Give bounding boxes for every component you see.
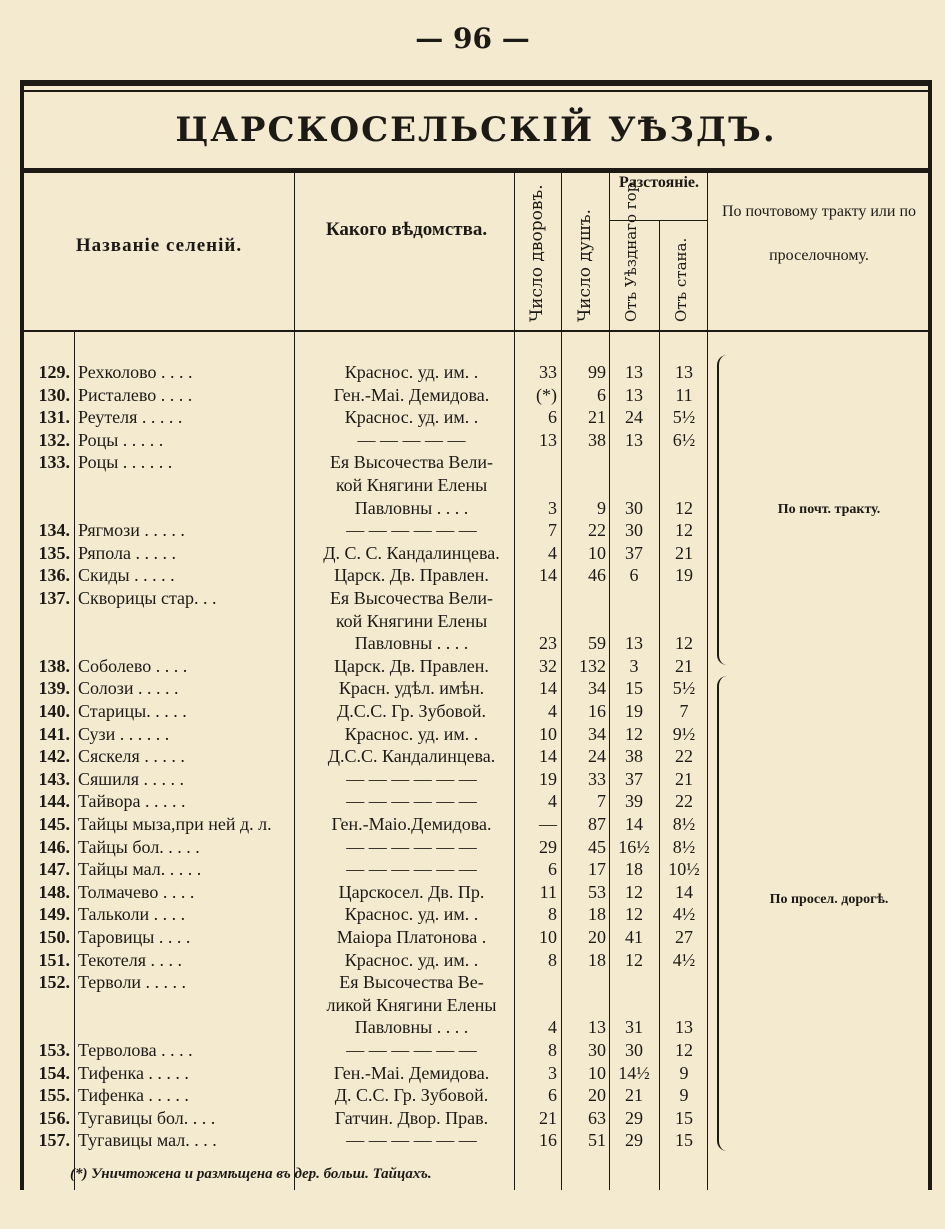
cell-dv: 8 <box>548 1040 557 1060</box>
cell-dv: 19 <box>539 768 557 789</box>
cell-dv: 4 <box>548 542 557 563</box>
cell-d2: 21 <box>675 655 693 676</box>
table-row <box>24 724 724 746</box>
cell-dept: Ея Высочества Вели- <box>329 452 494 473</box>
cell-d2: 5½ <box>672 407 696 428</box>
header-from-stan: Отъ стана. <box>672 237 690 322</box>
table-row <box>24 769 724 791</box>
brace-post <box>717 355 727 665</box>
table-frame <box>20 80 932 1190</box>
cell-dept: Д. С.С. Гр. Зубовой. <box>334 1085 489 1106</box>
cell-du: 21 <box>588 407 606 428</box>
table-row <box>24 633 724 655</box>
cell-dept: Краснос. уд. им. . <box>344 362 479 382</box>
cell-du: 20 <box>588 927 606 947</box>
cell-dept: Ген.-Маіо.Демидова. <box>331 814 492 834</box>
cell-name: Тугавицы мал. . . . <box>78 1130 217 1151</box>
cell-d2: 9 <box>679 1085 689 1106</box>
cell-d2: 12 <box>675 633 693 654</box>
cell-d2: 5½ <box>672 678 696 699</box>
cell-name: Ряпола . . . . . <box>78 542 176 563</box>
cell-num: 139. <box>38 678 70 699</box>
cell-dept: Краснос. уд. им. . <box>344 407 479 428</box>
cell-d1: 24 <box>625 407 643 428</box>
table-row <box>24 611 724 633</box>
cell-du: 17 <box>588 859 606 880</box>
cell-dv: 7 <box>548 520 557 541</box>
cell-d2: 7 <box>679 701 689 721</box>
cell-dept: ликой Княгини Елены <box>326 994 497 1015</box>
cell-d2: 19 <box>675 565 693 586</box>
cell-num: 150. <box>38 927 70 947</box>
cell-name: Таровицы . . . . <box>78 927 191 947</box>
cell-d1: 31 <box>625 1017 643 1038</box>
table-row <box>24 859 724 881</box>
table-row <box>24 1085 724 1107</box>
cell-d1: 12 <box>625 723 643 744</box>
cell-dv: 11 <box>539 881 557 902</box>
cell-name: Сузи . . . . . . <box>78 723 170 744</box>
cell-du: 34 <box>588 723 606 744</box>
cell-num: 143. <box>38 768 70 789</box>
cell-d2: 6½ <box>672 429 696 450</box>
cell-num: 156. <box>38 1107 70 1128</box>
route-country-label: По просел. дорогѣ. <box>769 892 889 907</box>
cell-name: Тугавицы бол. . . . <box>78 1107 216 1128</box>
cell-d1: 12 <box>625 904 643 925</box>
cell-d1: 3 <box>629 655 639 676</box>
table-row <box>24 565 724 587</box>
cell-du: 59 <box>588 633 606 654</box>
cell-du: 22 <box>588 520 606 541</box>
cell-name: Рягмози . . . . . <box>78 520 185 541</box>
table-row <box>24 543 724 565</box>
cell-dept: — — — — — — <box>346 859 477 880</box>
table-row <box>24 430 724 452</box>
cell-dv: (*) <box>536 384 557 405</box>
table-row <box>24 407 724 429</box>
cell-du: 16 <box>588 701 606 721</box>
cell-num: 136. <box>38 565 70 586</box>
cell-num: 155. <box>38 1085 70 1106</box>
cell-dv: 21 <box>539 1107 557 1128</box>
cell-num: 133. <box>38 452 70 473</box>
cell-du: 24 <box>588 746 606 767</box>
table-row <box>24 588 724 610</box>
cell-d1: 21 <box>625 1085 643 1106</box>
cell-d2: 21 <box>675 768 693 789</box>
cell-du: 10 <box>588 542 606 563</box>
cell-name: Тайцы мал. . . . . <box>78 859 202 880</box>
cell-dept: — — — — — — <box>346 791 477 812</box>
table-row <box>24 701 724 723</box>
header-bottom-rule <box>20 330 932 332</box>
cell-dv: 10 <box>539 723 557 744</box>
cell-d2: 14 <box>675 881 693 902</box>
table-row <box>24 498 724 520</box>
route-post-label: По почт. тракту. <box>777 502 881 517</box>
cell-d2: 9½ <box>672 723 696 744</box>
cell-dept: Д. С. С. Кандалинцева. <box>323 542 500 563</box>
cell-d1: 37 <box>625 768 643 789</box>
cell-num: 151. <box>38 949 70 970</box>
top-rule <box>20 80 932 92</box>
cell-dept: Краснос. уд. им. . <box>344 949 479 970</box>
table-row <box>24 904 724 926</box>
cell-dv: 14 <box>539 678 557 699</box>
cell-num: 146. <box>38 836 70 857</box>
cell-d1: 30 <box>625 1040 643 1060</box>
cell-num: 130. <box>38 384 70 405</box>
cell-name: Терволи . . . . . <box>78 972 187 993</box>
table-row <box>24 1063 724 1085</box>
cell-du: 34 <box>588 678 606 699</box>
page-title: ЦАРСКОСЕЛЬСКІЙ УѢЗДЪ. <box>175 110 777 150</box>
cell-du: 6 <box>597 384 606 405</box>
table-row <box>24 520 724 542</box>
cell-dept: Ея Высочества Ве- <box>339 972 484 993</box>
cell-dv: 3 <box>548 497 557 518</box>
header-name: Названіе селеній. <box>75 235 243 256</box>
cell-d2: 15 <box>675 1107 693 1128</box>
cell-dv: 3 <box>548 1062 557 1083</box>
cell-d2: 15 <box>675 1130 693 1151</box>
cell-du: 9 <box>597 497 606 518</box>
cell-name: Роцы . . . . . . <box>78 452 173 473</box>
header-distance: Разстояніе. <box>618 174 700 191</box>
cell-du: 30 <box>588 1040 606 1060</box>
cell-name: Тифенка . . . . . <box>78 1062 189 1083</box>
cell-name: Тайвора . . . . . <box>78 791 186 812</box>
cell-name: Реутеля . . . . . <box>78 407 183 428</box>
table-row <box>24 1017 724 1039</box>
cell-du: 18 <box>588 949 606 970</box>
cell-dept: Царскосел. Дв. Пр. <box>338 881 485 902</box>
cell-dv: 4 <box>548 791 557 812</box>
cell-dept: Маіора Платонова . <box>336 927 487 947</box>
cell-num: 142. <box>38 746 70 767</box>
cell-dept: — — — — — — <box>346 520 477 541</box>
cell-dept: Д.С.С. Кандалинцева. <box>327 746 496 767</box>
cell-d1: 14 <box>625 814 643 834</box>
table-row <box>24 995 724 1017</box>
table-row <box>24 656 724 678</box>
cell-num: 152. <box>38 972 70 993</box>
cell-du: 7 <box>597 791 606 812</box>
cell-d1: 13 <box>625 633 643 654</box>
cell-d1: 13 <box>625 384 643 405</box>
cell-du: 33 <box>588 768 606 789</box>
cell-du: 38 <box>588 429 606 450</box>
cell-name: Рехколово . . . . <box>78 362 193 382</box>
cell-du: 63 <box>588 1107 606 1128</box>
table-row <box>24 950 724 972</box>
cell-d1: 38 <box>625 746 643 767</box>
table-row <box>24 452 724 474</box>
cell-du: 45 <box>588 836 606 857</box>
cell-name: Ристалево . . . . <box>78 384 193 405</box>
cell-dept: кой Княгини Елены <box>335 475 488 495</box>
header-dush: Число душъ. <box>575 209 595 322</box>
cell-num: 157. <box>38 1130 70 1151</box>
table-row <box>24 814 724 836</box>
cell-dept: — — — — — — <box>346 1040 477 1060</box>
cell-num: 129. <box>38 362 70 382</box>
cell-num: 132. <box>38 429 70 450</box>
cell-num: 140. <box>38 701 70 721</box>
cell-dv: 6 <box>548 407 557 428</box>
cell-dept: Павловны . . . . <box>354 497 469 518</box>
cell-d1: 19 <box>625 701 643 721</box>
table-row <box>24 882 724 904</box>
table-row <box>24 475 724 497</box>
cell-dv: 14 <box>539 746 557 767</box>
cell-name: Скворицы стар. . . <box>78 588 217 608</box>
table-row <box>24 927 724 949</box>
table-row <box>24 1130 724 1152</box>
cell-du: 10 <box>588 1062 606 1083</box>
cell-name: Сяшиля . . . . . <box>78 768 185 789</box>
cell-d2: 21 <box>675 542 693 563</box>
cell-d1: 30 <box>625 497 643 518</box>
cell-name: Тальколи . . . . <box>78 904 186 925</box>
cell-num: 145. <box>38 814 70 834</box>
cell-dept: Ген.-Маі. Демидова. <box>333 1062 490 1083</box>
cell-num: 148. <box>38 881 70 902</box>
table-row <box>24 385 724 407</box>
table-row <box>24 791 724 813</box>
cell-num: 149. <box>38 904 70 925</box>
cell-dv: — <box>539 814 557 834</box>
cell-dept: Красн. удѣл. имѣн. <box>338 678 485 699</box>
cell-dv: 13 <box>539 429 557 450</box>
cell-d2: 11 <box>675 384 693 405</box>
cell-num: 138. <box>38 655 70 676</box>
cell-d2: 4½ <box>672 904 696 925</box>
cell-d2: 8½ <box>672 836 696 857</box>
cell-d1: 37 <box>625 542 643 563</box>
header-dvorov: Число дворовъ. <box>527 184 547 322</box>
footnote: (*) Уничтожена и размѣщена въ дер. больш. Тайцахъ. <box>70 1166 432 1182</box>
cell-name: Тайцы бол. . . . . <box>78 836 200 857</box>
cell-d1: 14½ <box>618 1062 650 1083</box>
cell-num: 131. <box>38 407 70 428</box>
cell-dept: Ген.-Маі. Демидова. <box>333 384 490 405</box>
cell-dv: 4 <box>548 701 557 721</box>
table-row <box>24 362 724 384</box>
table-row <box>24 972 724 994</box>
cell-du: 46 <box>588 565 606 586</box>
cell-du: 132 <box>579 655 606 676</box>
table-row <box>24 1108 724 1130</box>
cell-dv: 29 <box>539 836 557 857</box>
cell-dept: — — — — — — <box>346 836 477 857</box>
cell-name: Текотеля . . . . <box>78 949 183 970</box>
cell-name: Роцы . . . . . <box>78 429 164 450</box>
cell-d2: 22 <box>675 791 693 812</box>
cell-d1: 18 <box>625 859 643 880</box>
cell-dv: 33 <box>539 362 557 382</box>
table-row <box>24 837 724 859</box>
header-dept: Какого вѣдомства. <box>325 219 488 240</box>
cell-du: 99 <box>588 362 606 382</box>
cell-du: 53 <box>588 881 606 902</box>
cell-d2: 13 <box>675 1017 693 1038</box>
cell-num: 134. <box>38 520 70 541</box>
cell-d2: 12 <box>675 520 693 541</box>
cell-num: 147. <box>38 859 70 880</box>
cell-name: Скиды . . . . . <box>78 565 175 586</box>
cell-d1: 13 <box>625 429 643 450</box>
cell-d1: 29 <box>625 1107 643 1128</box>
cell-dv: 4 <box>548 1017 557 1038</box>
cell-d2: 4½ <box>672 949 696 970</box>
cell-du: 87 <box>588 814 606 834</box>
cell-d2: 12 <box>675 1040 693 1060</box>
cell-dept: Краснос. уд. им. . <box>344 904 479 925</box>
brace-country <box>717 676 727 1151</box>
cell-dv: 16 <box>539 1130 557 1151</box>
table-row <box>24 1040 724 1062</box>
cell-du: 18 <box>588 904 606 925</box>
cell-dept: Царск. Дв. Правлен. <box>334 565 489 586</box>
cell-dv: 10 <box>539 927 557 947</box>
cell-d1: 6 <box>629 565 639 586</box>
cell-dept: Ея Высочества Вели- <box>329 588 494 608</box>
cell-d1: 13 <box>625 362 643 382</box>
cell-num: 144. <box>38 791 70 812</box>
cell-dept: Павловны . . . . <box>354 1017 469 1038</box>
cell-num: 141. <box>38 723 70 744</box>
cell-dept: — — — — — — <box>346 768 477 789</box>
cell-du: 13 <box>588 1017 606 1038</box>
cell-num: 135. <box>38 542 70 563</box>
cell-name: Старицы. . . . . <box>78 701 187 721</box>
cell-dv: 32 <box>539 655 557 676</box>
table-row <box>24 678 724 700</box>
cell-name: Терволова . . . . <box>78 1040 193 1060</box>
cell-dv: 8 <box>548 949 557 970</box>
cell-d2: 13 <box>675 362 693 382</box>
cell-name: Сяскеля . . . . . <box>78 746 185 767</box>
cell-dv: 14 <box>539 565 557 586</box>
cell-dept: — — — — — <box>357 429 466 450</box>
cell-dept: Краснос. уд. им. . <box>344 723 479 744</box>
cell-dv: 8 <box>548 904 557 925</box>
cell-d1: 30 <box>625 520 643 541</box>
cell-num: 153. <box>38 1040 70 1060</box>
cell-d1: 12 <box>625 881 643 902</box>
header-from-uezd: Отъ Уѣзднаго гор. <box>622 177 640 322</box>
cell-dv: 6 <box>548 859 557 880</box>
cell-name: Солози . . . . . <box>78 678 179 699</box>
cell-d1: 39 <box>625 791 643 812</box>
cell-dept: кой Княгини Елены <box>335 610 488 631</box>
header-route: По почтовому тракту или по проселочному. <box>721 203 917 264</box>
cell-name: Тифенка . . . . . <box>78 1085 189 1106</box>
cell-name: Тайцы мыза,при ней д. л. <box>78 814 272 834</box>
header-rule <box>20 168 932 173</box>
cell-d2: 12 <box>675 497 693 518</box>
cell-d2: 22 <box>675 746 693 767</box>
cell-num: 154. <box>38 1062 70 1083</box>
cell-dept: Гатчин. Двор. Прав. <box>334 1107 489 1128</box>
page-number: — 96 — <box>415 22 530 55</box>
cell-d1: 15 <box>625 678 643 699</box>
cell-du: 20 <box>588 1085 606 1106</box>
cell-d1: 16½ <box>618 836 650 857</box>
cell-d2: 9 <box>679 1062 689 1083</box>
table-row <box>24 746 724 768</box>
cell-dept: Д.С.С. Гр. Зубовой. <box>336 701 486 721</box>
cell-d1: 29 <box>625 1130 643 1151</box>
cell-dept: Царск. Дв. Правлен. <box>334 655 489 676</box>
cell-dept: — — — — — — <box>346 1130 477 1151</box>
cell-du: 51 <box>588 1130 606 1151</box>
cell-dv: 23 <box>539 633 557 654</box>
cell-dept: Павловны . . . . <box>354 633 469 654</box>
cell-dv: 6 <box>548 1085 557 1106</box>
cell-d2: 27 <box>675 927 693 947</box>
cell-d2: 10½ <box>668 859 700 880</box>
cell-d1: 12 <box>625 949 643 970</box>
cell-d1: 41 <box>625 927 643 947</box>
cell-name: Толмачево . . . . <box>78 881 195 902</box>
cell-name: Соболево . . . . <box>78 655 188 676</box>
cell-num: 137. <box>38 588 70 608</box>
cell-d2: 8½ <box>672 814 696 834</box>
